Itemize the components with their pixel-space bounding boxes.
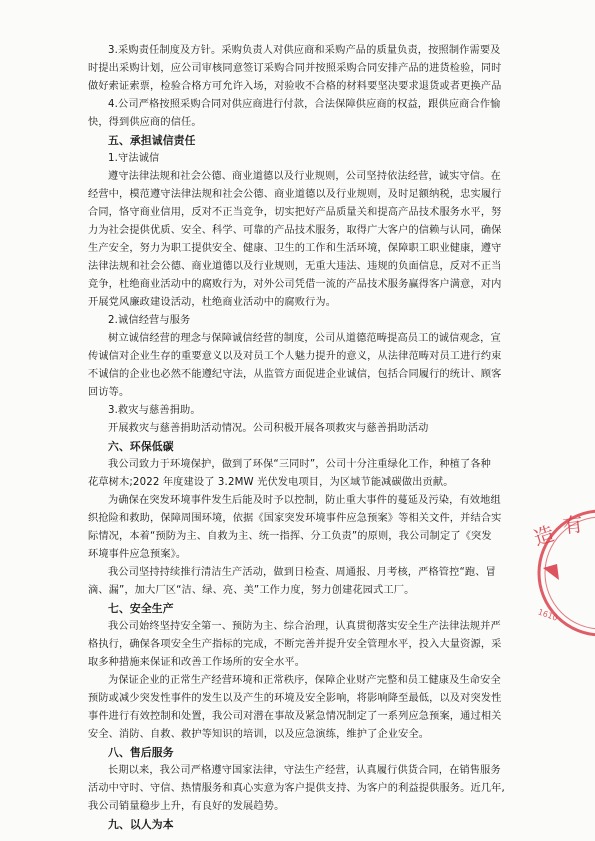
body-text-line: 快，得到供应商的信任。 (88, 117, 202, 128)
section-heading: 八、售后服务 (108, 746, 174, 759)
section-heading: 五、承担诚信责任 (108, 134, 196, 147)
section-heading: 九、以人为本 (108, 818, 174, 831)
body-text-line: 织抢险和救助，保障周围环境，依据《国家突发环境事件应急预案》等相关文件，并结合实 (88, 513, 502, 524)
body-text-line: 为确保在突发环境事件发生后能及时予以控制，防止重大事件的蔓延及污染，有效地组 (108, 495, 501, 506)
body-text-line: 做好索证索票，检验合格方可允许入场，对验收不合格的材料要坚决要求退货或者更换产品 (88, 81, 502, 92)
body-text-line: 我公司致力于环境保护，做到了环保“三同时”，公司十分注重绿化工作，种植了各种 (108, 459, 492, 470)
body-text-line: 竞争，杜绝商业活动中的腐败行为，对外公司凭借一流的产品技术服务赢得客户满意，对内 (88, 279, 502, 290)
section-heading: 六、环保低碳 (108, 440, 174, 453)
body-text-line: 生产安全，努力为职工提供安全、健康、卫生的工作和生活环境，保障职工职业健康，遵守 (88, 243, 502, 254)
svg-text:造: 造 (530, 521, 558, 551)
body-text-line: 预防或减少突发性事件的发生以及产生的环境及安全影响，将影响降至最低，以及对突发性 (88, 693, 502, 704)
body-text-line: 4.公司严格按照采购合同对供应商进行付款，合法保障供应商的权益，跟供应商合作愉 (108, 99, 501, 110)
body-text-line: 3.救灾与慈善捐助。 (108, 405, 201, 416)
svg-text:有: 有 (561, 512, 584, 538)
body-text-line: 1.守法诚信 (108, 153, 160, 164)
body-text-line: 力为社会提供优质、安全、科学、可靠的产品技术服务，取得广大客户的信赖与认同，确保 (88, 225, 502, 236)
body-text-line: 回访等。 (88, 387, 130, 398)
body-text-line: 取多种措施来保证和改善工作场所的安全水平。 (88, 657, 306, 668)
body-text-line: 开展党风廉政建设活动，杜绝商业活动中的腐败行为。 (88, 297, 337, 308)
body-text-line: 3.采购责任制度及方针。采购负责人对供应商和采购产品的质量负责，按照制作需要及 (108, 45, 501, 56)
company-seal-stamp (523, 498, 595, 648)
body-text-line: 不诚信的企业也必然不能遵纪守法，从监管方面促进企业诚信，包括合同履行的统计、顾客 (88, 369, 502, 380)
body-text-line: 树立诚信经营的理念与保障诚信经营的制度，公司从道德范畴提高员工的诚信观念，宣 (108, 333, 501, 344)
body-text-line: 2.诚信经营与服务 (108, 315, 191, 326)
body-text-line: 际情况，本着“预防为主、自救为主、统一指挥、分工负责”的原则，我公司制定了《突发 (88, 531, 492, 542)
section-heading: 七、安全生产 (108, 602, 174, 615)
body-text-line: 我公司始终坚持安全第一、预防为主、综合治理，认真贯彻落实安全生产法律法规并严 (108, 621, 501, 632)
body-text-line: 滴、漏”，加大厂区“洁、绿、亮、美”工作力度，努力创建花园式工厂。 (88, 585, 415, 596)
body-text-line: 活动中守时、守信、热情服务和真心实意为客户提供支持、为客户的利益提供服务。近几年, (88, 783, 505, 794)
body-text-line: 安全、消防、自救、救护等知识的培训，以及应急演练，维护了企业安全。 (88, 729, 430, 740)
body-text-line: 时提出采购计划，应公司审核同意签订采购合同并按照采购合同安排产品的进货检验，同时 (88, 63, 502, 74)
body-text-line: 长期以来，我公司严格遵守国家法律，守法生产经营，认真履行供货合同，在销售服务 (108, 765, 501, 776)
body-text-line: 格执行，确保各项安全生产指标的完成，不断完善并提升安全管理水平，投入大量资源，采 (88, 639, 502, 650)
body-text-line: 花草树木;2022 年度建设了 3.2MW 光伏发电项目，为区域节能减碳做出贡献。 (88, 477, 454, 488)
body-text-line: 法律法规和社会公德、商业道德以及行业规则，无重大违法、违规的负面信息，反对不正当 (88, 261, 502, 272)
body-text-line: 环境事件应急预案》。 (88, 549, 187, 560)
body-text-line: 合同，恪守商业信用，反对不正当竞争，切实把好产品质量关和提高产品技术服务水平，努 (88, 207, 502, 218)
body-text-line: 开展救灾与慈善捐助活动情况。公司积极开展各项救灾与慈善捐助活动 (108, 423, 429, 434)
body-text-line: 为保证企业的正常生产经营环境和正常秩序，保障企业财产完整和员工健康及生命安全 (108, 675, 501, 686)
body-text-line: 传诚信对企业生存的重要意义以及对员工个人魅力提升的意义，从法律范畴对员工进行约束 (88, 351, 502, 362)
body-text-line: 事件进行有效控制和处置，我公司对潜在事故及紧急情况制定了一系列应急预案，通过相关 (88, 711, 502, 722)
body-text-line: 我公司销量稳步上升，有良好的发展趋势。 (88, 801, 285, 812)
svg-text:1610: 1610 (536, 607, 559, 623)
body-text-line: 遵守法律法规和社会公德、商业道德以及行业规则，公司坚持依法经营，诚实守信。在 (108, 171, 501, 182)
body-text-line: 经营中，模范遵守法律法规和社会公德、商业道德以及行业规则，及时足额纳税，忠实履行 (88, 189, 502, 200)
body-text-line: 我公司坚持持续推行清洁生产活动，做到日检查、周通报、月考核，严格管控“跑、冒 (108, 567, 496, 578)
